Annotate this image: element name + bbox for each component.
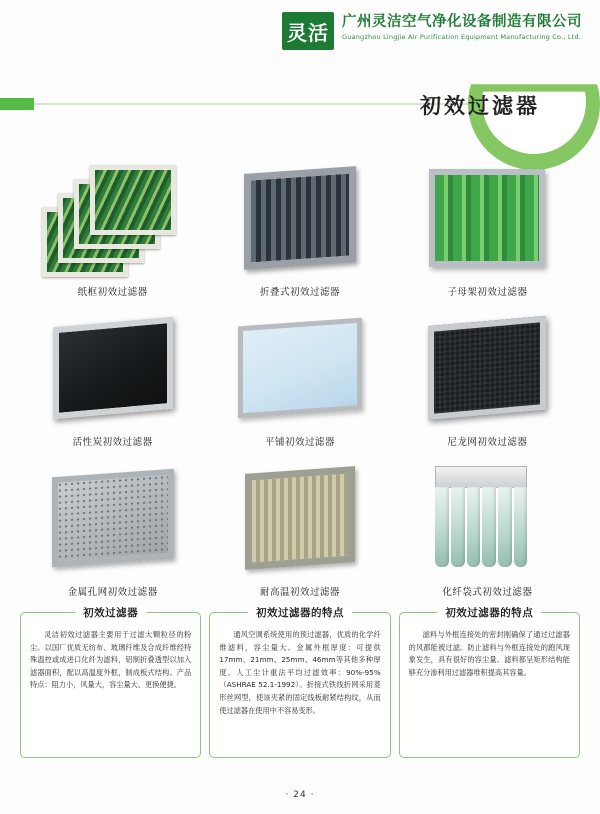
page-header [0, 0, 600, 82]
description-panel [209, 607, 390, 758]
panel-body: 灵洁初效过滤器主要用于过滤大颗粒径的粉尘。以国厂优质无纺布、玻璃纤维及合成纤维经特殊温控或成进口化纤为滤料，铝制折叠透型以加入滤器面积，配以高温度外框，制成板式结构。产品特点：阻力小，风量大，容尘量大、更换便捷。 [30, 630, 192, 690]
company-name-en: Guangzhou Lingjie Air Purification Equipment Manufacturing Co., Ltd. [342, 33, 582, 42]
company-name-block [342, 12, 582, 42]
accent-block [0, 98, 34, 110]
pleated-primary-filter-photo [218, 156, 382, 280]
product-caption: 子母架初效过滤器 [447, 287, 528, 298]
product-caption: 尼龙网初效过滤器 [447, 437, 528, 448]
synthetic-bag-filter-photo [405, 456, 569, 580]
product-cell [22, 156, 203, 298]
product-cell [209, 306, 390, 448]
description-panel [20, 607, 201, 758]
product-cell [22, 456, 203, 598]
panel-title: 初效过滤器的特点 [248, 605, 352, 620]
flat-panel-filter-photo [218, 306, 382, 430]
product-caption: 化纤袋式初效过滤器 [442, 587, 533, 598]
description-panels [20, 607, 580, 758]
product-cell [209, 156, 390, 298]
leaf-logo-icon: 灵活 [282, 12, 334, 50]
high-temperature-filter-photo [218, 456, 382, 580]
product-cell [397, 156, 578, 298]
panel-title: 初效过滤器 [75, 605, 146, 620]
panel-body: 滤料与外框连接处的密封刚确保了通过过滤器的风都能被过滤。防止滤料与外框连接处的跑风现象发生，具有很好的容尘量。滤料都呈矩形结构能够充分渗利用过滤器堆积提高其容量。 [408, 630, 570, 677]
page-title: 初效过滤器 [420, 94, 540, 118]
company-name-cn: 广州灵洁空气净化设备制造有限公司 [342, 14, 582, 30]
sub-frame-green-filter-photo [405, 156, 569, 280]
product-caption: 金属孔网初效过滤器 [67, 587, 158, 598]
product-caption: 纸框初效过滤器 [77, 287, 148, 298]
cardboard-frame-pleated-filter-photo [31, 156, 195, 280]
description-panel [399, 607, 580, 758]
product-caption: 活性炭初效过滤器 [72, 437, 153, 448]
product-caption: 折叠式初效过滤器 [259, 287, 340, 298]
panel-title: 初效过滤器的特点 [437, 605, 541, 620]
product-cell [397, 306, 578, 448]
title-band [0, 84, 600, 142]
product-cell [22, 306, 203, 448]
product-caption: 耐高温初效过滤器 [259, 587, 340, 598]
product-caption: 平铺初效过滤器 [264, 437, 335, 448]
nylon-mesh-filter-photo [405, 306, 569, 430]
activated-carbon-filter-photo [31, 306, 195, 430]
product-cell [209, 456, 390, 598]
perforated-metal-mesh-filter-photo [31, 456, 195, 580]
company-brand [282, 12, 582, 50]
page-number: · 24 · [285, 790, 315, 800]
product-cell [397, 456, 578, 598]
product-grid [22, 156, 578, 598]
panel-body: 通风空调系统使用的预过滤器，优质的化学纤维滤料，容尘量大。金属外框厚度：可提供17mm、21mm、25mm、46mm等其他多种厚度。人工尘计重法平均过滤效率：90%-95%（ASHRAE 52.1-1992）。折接式铁线折网采用菱形丝网型，使该夹紧的固定线板耐紧结构纹，从而使过滤器在使用中不容易变形。 [219, 630, 381, 715]
